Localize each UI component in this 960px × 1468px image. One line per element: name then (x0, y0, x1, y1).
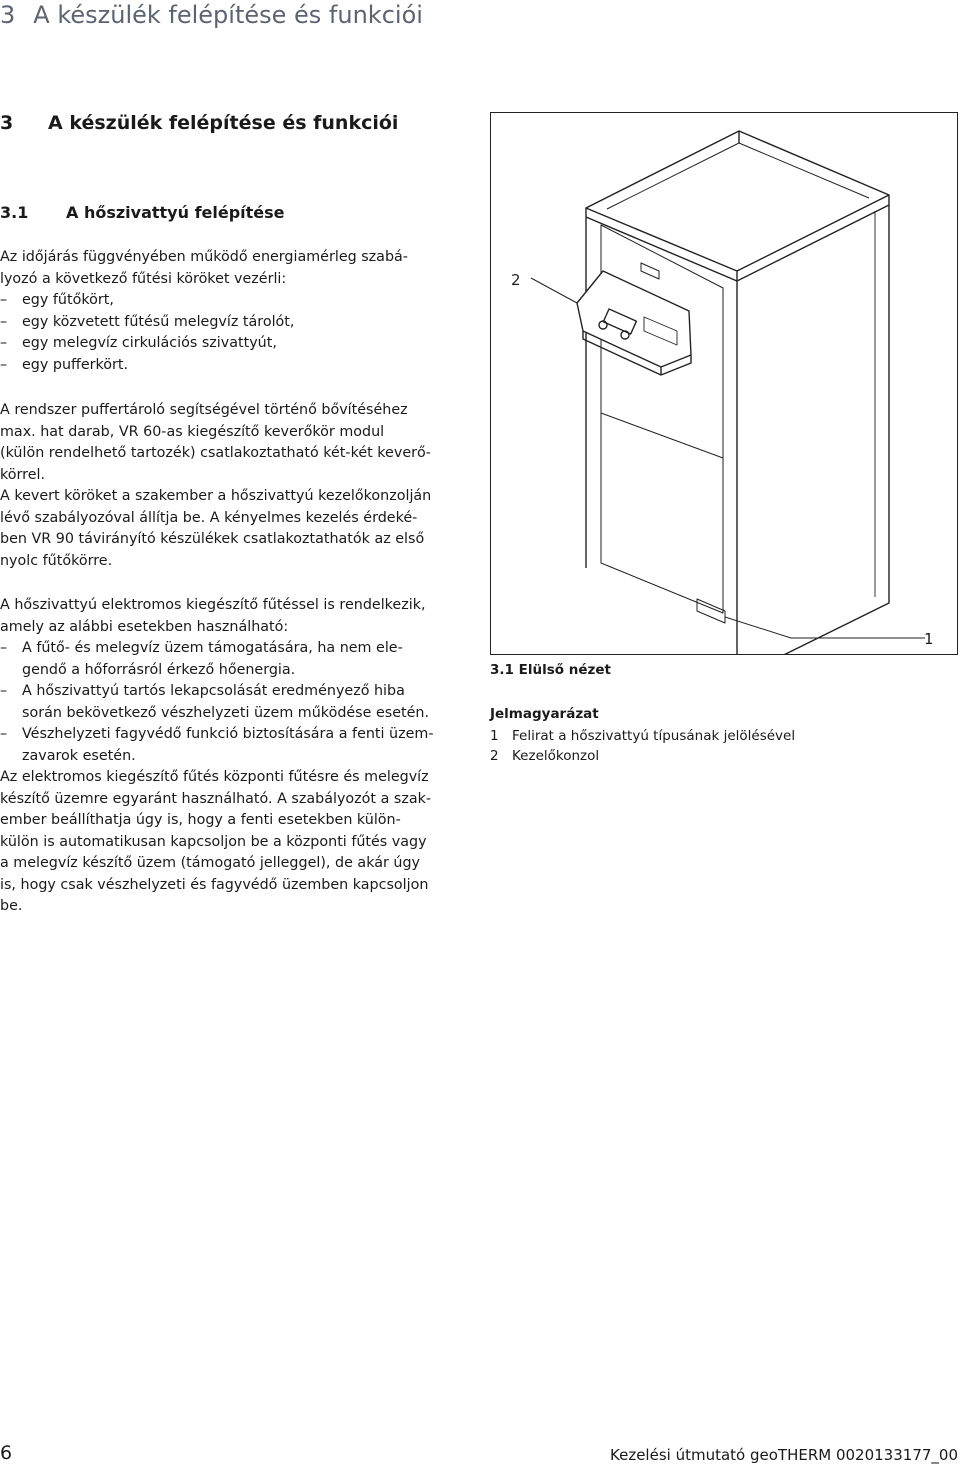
text-line: a melegvíz készítő üzem (támogató jelleggel), de akár úgy (0, 855, 421, 871)
chapter-heading (0, 112, 398, 134)
text-line: Az időjárás függvényében működő energiamérleg szabá- (0, 249, 408, 265)
text-line: (külön rendelhető tartozék) csatlakoztatható két-két keverő- (0, 445, 431, 461)
text-line: amely az alábbi esetekben használható: (0, 618, 289, 635)
text-line: ember beállíthatja úgy is, hogy a fenti esetekben külön- (0, 812, 401, 828)
type-label-plate (697, 599, 725, 623)
heat-pump-figure (490, 112, 958, 655)
section-number: 3.1 (0, 203, 29, 222)
text-line: is, hogy csak vészhelyzeti és fagyvédő üzemben kapcsoljon (0, 876, 429, 893)
unit-side-panel (737, 205, 889, 655)
list-item: – egy fűtőkört, (0, 292, 114, 308)
legend (490, 726, 795, 766)
text-line: A hőszivattyú elektromos kiegészítő fűtéssel is rendelkezik, (0, 597, 426, 613)
callout-1: 1 (924, 630, 934, 648)
page-number: 6 (0, 1442, 13, 1464)
control-console (577, 271, 691, 367)
list-item: – egy közvetett fűtésű melegvíz tárolót, (0, 313, 295, 330)
text-line: lyozó a következő fűtési köröket vezérli: (0, 270, 287, 287)
legend-title: Jelmagyarázat (490, 706, 599, 722)
chapter-number: 3 (0, 112, 14, 134)
running-head-number: 3 (0, 1, 16, 29)
list-item: – A hőszivattyú tartós lekapcsolását eredményező hiba során bekövetkező vészhelyzeti üzem működése esetén. (0, 683, 430, 721)
list-item: – egy pufferkört. (0, 356, 129, 373)
chapter-title: A készülék felépítése és funkciói (48, 112, 399, 134)
callout-2: 2 (511, 271, 521, 289)
text-line: lévő szabályozóval állítja be. A kényelmes kezelés érdeké- (0, 509, 418, 526)
legend-item: 2 Kezelőkonzol (490, 748, 600, 764)
section-heading (0, 203, 285, 222)
footer-text: Kezelési útmutató geoTHERM 0020133177_00 (610, 1446, 958, 1464)
list-item: – A fűtő- és melegvíz üzem támogatására, ha nem ele- gendő a hőforrásról érkező hőenergia. (0, 640, 403, 678)
expansion-paragraph (0, 400, 476, 572)
intro-paragraph (0, 247, 476, 376)
text-line: A rendszer puffertároló segítségével történő bővítéséhez (0, 402, 408, 418)
text-line: nyolc fűtőkörre. (0, 552, 113, 569)
unit-top (586, 131, 889, 271)
list-item: – Vészhelyzeti fagyvédő funkció biztosítására a fenti üzem- zavarok esetén. (0, 726, 434, 764)
heat-pump-drawing (491, 113, 958, 655)
text-line: Az elektromos kiegészítő fűtés központi fűtésre és melegvíz (0, 769, 429, 785)
text-line: külön is automatikusan kapcsoljon be a központi fűtés vagy (0, 833, 427, 850)
running-head-title: A készülék felépítése és funkciói (33, 1, 423, 29)
section-title: A hőszivattyú felépítése (66, 203, 285, 222)
text-line: be. (0, 898, 23, 914)
legend-item: 1 Felirat a hőszivattyú típusának jelölésével (490, 728, 796, 744)
text-line: A kevert köröket a szakember a hőszivattyú kezelőkonzolján (0, 488, 432, 504)
text-line: ben VR 90 távirányító készülékek csatlakoztathatók az első (0, 531, 425, 547)
text-line: körrel. (0, 466, 46, 483)
electric-heating-paragraph (0, 595, 476, 918)
running-head (0, 0, 423, 30)
text-line: max. hat darab, VR 60-as kiegészítő keverőkör modul (0, 423, 385, 440)
text-line: készítő üzemre egyaránt használható. A szabályozót a szak- (0, 790, 432, 807)
list-item: – egy melegvíz cirkulációs szivattyút, (0, 335, 277, 351)
figure-caption: 3.1 Elülső nézet (490, 662, 611, 678)
